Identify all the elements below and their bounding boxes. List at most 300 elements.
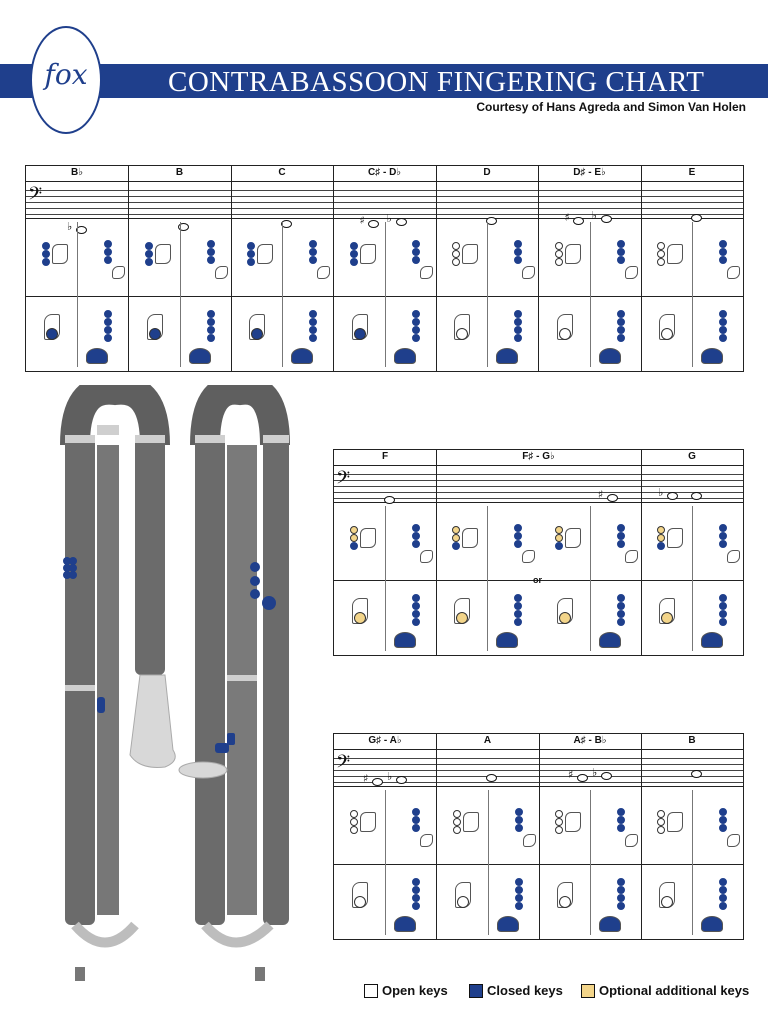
hand-divider — [487, 506, 488, 651]
note-name: C — [278, 167, 286, 178]
flat-icon: ♭ — [658, 486, 664, 499]
lower-lower-right-key — [719, 326, 727, 334]
lower-lower-left-key — [661, 612, 673, 624]
upper-right-hand-key — [617, 824, 625, 832]
column-divider — [128, 166, 129, 371]
lower-lower-right-key — [515, 902, 523, 910]
upper-thumb-key-outline — [625, 834, 638, 847]
lower-lower-right-key — [207, 326, 215, 334]
notehead — [396, 218, 407, 226]
lower-lower-right-key — [412, 618, 420, 626]
staff-line — [26, 202, 743, 203]
upper-right-hand-key — [207, 256, 215, 264]
upper-right-hand-key — [514, 532, 522, 540]
upper-right-hand-key — [719, 532, 727, 540]
upper-left-hand-key — [657, 250, 665, 258]
flat-icon: ♭ — [387, 770, 393, 783]
lower-lower-left-key — [46, 328, 58, 340]
optional-key-swatch — [581, 984, 595, 998]
upper-left-hand-key — [452, 526, 460, 534]
upper-side-key-outline — [360, 244, 376, 264]
upper-right-hand-key — [617, 532, 625, 540]
lower-lower-right-key — [617, 318, 625, 326]
upper-thumb-key-outline — [522, 266, 535, 279]
upper-left-hand-key — [555, 250, 563, 258]
column-divider — [641, 734, 642, 939]
note-name: F — [381, 451, 389, 462]
notehead — [384, 496, 395, 504]
upper-thumb-key-outline — [420, 550, 433, 563]
lower-lower-right-key — [719, 878, 727, 886]
upper-thumb-key-outline — [522, 550, 535, 563]
hand-divider — [692, 506, 693, 651]
upper-side-key-outline — [462, 528, 478, 548]
upper-left-hand-key — [453, 810, 461, 818]
upper-left-hand-key — [350, 810, 358, 818]
upper-left-hand-key — [657, 826, 665, 834]
lower-lower-right-key — [719, 602, 727, 610]
upper-left-hand-key — [555, 242, 563, 250]
lower-lower-right-key — [412, 878, 420, 886]
upper-thumb-key-outline — [420, 834, 433, 847]
hand-divider — [282, 222, 283, 367]
hand-divider — [692, 222, 693, 367]
column-divider — [641, 450, 642, 655]
upper-left-hand-key — [657, 242, 665, 250]
note-name: F♯ - G♭ — [522, 451, 555, 462]
hand-divider — [488, 790, 489, 935]
lower-pinky-key-outline — [701, 916, 723, 932]
hand-divider — [692, 790, 693, 935]
lower-pinky-key-outline — [291, 348, 313, 364]
sharp-icon: ♯ — [564, 211, 570, 224]
upper-right-hand-key — [412, 240, 420, 248]
staff-line — [334, 480, 743, 481]
fox-logo — [30, 26, 102, 134]
notehead — [691, 770, 702, 778]
lower-lower-right-key — [617, 310, 625, 318]
upper-left-hand-key — [42, 242, 50, 250]
lower-lower-left-key — [661, 896, 673, 908]
fingering-chart-3 — [333, 733, 744, 940]
lower-pinky-key-outline — [496, 348, 518, 364]
legend-optional-label: Optional additional keys — [599, 983, 750, 998]
upper-right-hand-key — [514, 256, 522, 264]
lower-lower-right-key — [412, 886, 420, 894]
upper-thumb-key-outline — [215, 266, 228, 279]
lower-lower-left-key — [354, 612, 366, 624]
lower-lower-right-key — [309, 326, 317, 334]
lower-lower-right-key — [514, 326, 522, 334]
flat-icon: ♭ — [591, 209, 597, 222]
upper-left-hand-key — [350, 542, 358, 550]
upper-left-hand-key — [452, 258, 460, 266]
upper-side-key-outline — [565, 528, 581, 548]
lower-lower-right-key — [207, 318, 215, 326]
bass-clef-icon: 𝄢 — [336, 752, 351, 777]
column-divider — [436, 166, 437, 371]
column-divider — [333, 166, 334, 371]
flat-icon: ♭ — [592, 766, 598, 779]
upper-right-hand-key — [515, 824, 523, 832]
upper-left-hand-key — [657, 258, 665, 266]
lower-lower-right-key — [514, 602, 522, 610]
upper-left-hand-key — [247, 258, 255, 266]
lower-lower-right-key — [515, 878, 523, 886]
closed-key-swatch — [469, 984, 483, 998]
instrument-left-view — [63, 390, 175, 981]
notehead — [601, 215, 612, 223]
sharp-icon: ♯ — [597, 488, 604, 501]
upper-left-hand-key — [555, 542, 563, 550]
legend-closed — [469, 983, 563, 998]
lower-lower-right-key — [617, 894, 625, 902]
lower-lower-right-key — [719, 894, 727, 902]
column-divider — [539, 734, 540, 939]
lower-lower-right-key — [412, 326, 420, 334]
upper-right-hand-key — [207, 240, 215, 248]
lower-lower-right-key — [719, 610, 727, 618]
upper-right-hand-key — [104, 248, 112, 256]
upper-thumb-key-outline — [727, 266, 740, 279]
legend-open-label: Open keys — [382, 983, 448, 998]
column-divider — [538, 166, 539, 371]
upper-side-key-outline — [667, 528, 683, 548]
upper-right-hand-key — [719, 248, 727, 256]
hand-divider — [487, 222, 488, 367]
note-name: G♯ - A♭ — [368, 735, 402, 746]
upper-left-hand-key — [657, 534, 665, 542]
lower-lower-right-key — [514, 318, 522, 326]
lower-lower-right-key — [309, 310, 317, 318]
lower-lower-right-key — [719, 902, 727, 910]
upper-side-key-outline — [360, 528, 376, 548]
note-name: B — [175, 167, 184, 178]
upper-left-hand-key — [555, 534, 563, 542]
sharp-icon: ♯ — [363, 772, 369, 785]
upper-right-hand-key — [309, 256, 317, 264]
fingering-chart-1 — [25, 165, 744, 372]
note-name: A♯ - B♭ — [573, 735, 607, 746]
upper-left-hand-key — [657, 526, 665, 534]
lower-pinky-key-outline — [189, 348, 211, 364]
lower-lower-right-key — [515, 886, 523, 894]
staff-line — [334, 486, 743, 487]
lower-lower-right-key — [412, 594, 420, 602]
upper-left-hand-key — [555, 818, 563, 826]
lower-pinky-key-outline — [701, 632, 723, 648]
upper-right-hand-key — [412, 540, 420, 548]
upper-right-hand-key — [617, 816, 625, 824]
hand-divider — [590, 790, 591, 935]
lower-lower-right-key — [309, 318, 317, 326]
lower-lower-right-key — [412, 894, 420, 902]
upper-right-hand-key — [514, 240, 522, 248]
lower-lower-right-key — [617, 610, 625, 618]
lower-lower-right-key — [514, 334, 522, 342]
lower-lower-right-key — [514, 310, 522, 318]
upper-right-hand-key — [617, 256, 625, 264]
upper-side-key-outline — [667, 812, 683, 832]
upper-right-hand-key — [412, 256, 420, 264]
bass-clef-icon: 𝄢 — [336, 468, 351, 493]
hand-divider — [590, 222, 591, 367]
upper-right-hand-key — [515, 816, 523, 824]
staff-line — [334, 474, 743, 475]
credit-line: Courtesy of Hans Agreda and Simon Van Holen — [476, 100, 746, 114]
lower-lower-right-key — [514, 610, 522, 618]
upper-left-hand-key — [145, 242, 153, 250]
lower-pinky-key-outline — [394, 348, 416, 364]
hand-divider — [77, 222, 78, 367]
upper-side-key-outline — [565, 244, 581, 264]
upper-left-hand-key — [657, 542, 665, 550]
upper-right-hand-key — [514, 524, 522, 532]
upper-left-hand-key — [452, 250, 460, 258]
lower-lower-right-key — [617, 902, 625, 910]
upper-thumb-key-outline — [625, 266, 638, 279]
lower-lower-right-key — [104, 326, 112, 334]
upper-thumb-key-outline — [625, 550, 638, 563]
upper-right-hand-key — [617, 540, 625, 548]
upper-left-hand-key — [453, 818, 461, 826]
upper-left-hand-key — [247, 242, 255, 250]
lower-lower-right-key — [617, 602, 625, 610]
upper-left-hand-key — [350, 250, 358, 258]
upper-right-hand-key — [617, 248, 625, 256]
logo-text: fox — [44, 58, 88, 91]
lower-lower-right-key — [719, 334, 727, 342]
upper-left-hand-key — [555, 810, 563, 818]
legend-open — [364, 983, 448, 998]
column-divider — [436, 734, 437, 939]
upper-right-hand-key — [309, 248, 317, 256]
lower-lower-right-key — [514, 594, 522, 602]
legend-optional — [581, 983, 749, 998]
upper-left-hand-key — [350, 818, 358, 826]
hand-divider — [180, 222, 181, 367]
lower-lower-right-key — [309, 334, 317, 342]
upper-right-hand-key — [207, 248, 215, 256]
upper-right-hand-key — [719, 540, 727, 548]
lower-lower-left-key — [251, 328, 263, 340]
lower-lower-right-key — [617, 878, 625, 886]
upper-right-hand-key — [412, 532, 420, 540]
lower-lower-left-key — [559, 612, 571, 624]
note-name: C♯ - D♭ — [367, 167, 402, 178]
staff-line — [26, 208, 743, 209]
notehead — [607, 494, 618, 502]
lower-lower-right-key — [412, 318, 420, 326]
lower-lower-right-key — [412, 334, 420, 342]
upper-right-hand-key — [617, 808, 625, 816]
lower-lower-right-key — [719, 310, 727, 318]
hand-divider — [590, 506, 591, 651]
lower-pinky-key-outline — [496, 632, 518, 648]
lower-pinky-key-outline — [599, 348, 621, 364]
lower-lower-right-key — [207, 334, 215, 342]
notehead — [691, 492, 702, 500]
lower-lower-right-key — [719, 886, 727, 894]
staff-line — [26, 190, 743, 191]
lower-pinky-key-outline — [394, 916, 416, 932]
upper-right-hand-key — [719, 824, 727, 832]
upper-right-hand-key — [412, 524, 420, 532]
upper-left-hand-key — [657, 810, 665, 818]
upper-left-hand-key — [453, 826, 461, 834]
lower-pinky-key-outline — [701, 348, 723, 364]
upper-left-hand-key — [247, 250, 255, 258]
notehead — [577, 774, 588, 782]
lower-lower-left-key — [149, 328, 161, 340]
column-divider — [231, 166, 232, 371]
notehead — [368, 220, 379, 228]
notehead — [691, 214, 702, 222]
flat-icon: ♭ — [67, 220, 73, 233]
upper-thumb-key-outline — [317, 266, 330, 279]
lower-lower-left-key — [456, 328, 468, 340]
lower-lower-right-key — [719, 618, 727, 626]
lower-lower-left-key — [354, 328, 366, 340]
upper-left-hand-key — [657, 818, 665, 826]
upper-side-key-outline — [463, 812, 479, 832]
upper-right-hand-key — [719, 816, 727, 824]
upper-left-hand-key — [350, 826, 358, 834]
note-name: D — [483, 167, 491, 178]
upper-right-hand-key — [104, 240, 112, 248]
lower-lower-right-key — [617, 618, 625, 626]
lower-lower-right-key — [617, 886, 625, 894]
upper-right-hand-key — [617, 240, 625, 248]
bass-clef-icon: 𝄢 — [28, 184, 43, 209]
notehead — [372, 778, 383, 786]
staff-line — [26, 196, 743, 197]
upper-side-key-outline — [462, 244, 478, 264]
upper-right-hand-key — [309, 240, 317, 248]
upper-thumb-key-outline — [523, 834, 536, 847]
upper-thumb-key-outline — [112, 266, 125, 279]
staff-line — [334, 492, 743, 493]
staff-line — [26, 214, 743, 215]
lower-pinky-key-outline — [394, 632, 416, 648]
legend-closed-label: Closed keys — [487, 983, 563, 998]
upper-left-hand-key — [555, 526, 563, 534]
upper-left-hand-key — [350, 526, 358, 534]
lower-lower-left-key — [559, 896, 571, 908]
lower-lower-left-key — [354, 896, 366, 908]
lower-lower-right-key — [104, 334, 112, 342]
upper-side-key-outline — [565, 812, 581, 832]
upper-left-hand-key — [555, 258, 563, 266]
upper-side-key-outline — [155, 244, 171, 264]
lower-lower-right-key — [719, 318, 727, 326]
upper-right-hand-key — [719, 256, 727, 264]
lower-lower-right-key — [617, 594, 625, 602]
note-name: B♭ — [71, 167, 83, 178]
notehead — [486, 774, 497, 782]
upper-right-hand-key — [719, 524, 727, 532]
fingering-chart-2 — [333, 449, 744, 656]
upper-thumb-key-outline — [727, 550, 740, 563]
page-title: CONTRABASSOON FINGERING CHART — [168, 66, 705, 98]
alternate-or-label: or — [533, 575, 542, 585]
upper-left-hand-key — [145, 258, 153, 266]
upper-left-hand-key — [145, 250, 153, 258]
note-name: E — [688, 167, 696, 178]
upper-left-hand-key — [452, 534, 460, 542]
lower-lower-right-key — [617, 326, 625, 334]
sharp-icon: ♯ — [359, 214, 365, 227]
upper-left-hand-key — [452, 542, 460, 550]
lower-pinky-key-outline — [86, 348, 108, 364]
lower-lower-right-key — [104, 310, 112, 318]
note-name: B — [688, 735, 696, 746]
upper-right-hand-key — [719, 808, 727, 816]
upper-left-hand-key — [350, 242, 358, 250]
lower-lower-left-key — [661, 328, 673, 340]
upper-left-hand-key — [452, 242, 460, 250]
staff-line — [334, 498, 743, 499]
lower-lower-left-key — [559, 328, 571, 340]
upper-left-hand-key — [42, 258, 50, 266]
lower-lower-right-key — [412, 902, 420, 910]
upper-left-hand-key — [42, 250, 50, 258]
lower-lower-left-key — [457, 896, 469, 908]
note-name: D♯ - E♭ — [573, 167, 606, 178]
lower-lower-right-key — [207, 310, 215, 318]
upper-right-hand-key — [412, 248, 420, 256]
lower-lower-right-key — [412, 610, 420, 618]
lower-lower-right-key — [515, 894, 523, 902]
lower-lower-right-key — [104, 318, 112, 326]
upper-right-hand-key — [514, 248, 522, 256]
column-divider — [641, 166, 642, 371]
instrument-right-view — [179, 390, 289, 981]
upper-thumb-key-outline — [727, 834, 740, 847]
upper-right-hand-key — [515, 808, 523, 816]
upper-right-hand-key — [412, 808, 420, 816]
lower-pinky-key-outline — [599, 916, 621, 932]
sharp-icon: ♯ — [568, 768, 574, 781]
lower-pinky-key-outline — [497, 916, 519, 932]
notehead — [573, 217, 584, 225]
lower-lower-right-key — [719, 594, 727, 602]
lower-lower-right-key — [514, 618, 522, 626]
upper-thumb-key-outline — [420, 266, 433, 279]
contrabassoon-illustration — [55, 385, 300, 985]
column-divider — [436, 450, 437, 655]
upper-side-key-outline — [257, 244, 273, 264]
upper-right-hand-key — [719, 240, 727, 248]
upper-side-key-outline — [667, 244, 683, 264]
upper-right-hand-key — [412, 816, 420, 824]
upper-right-hand-key — [617, 524, 625, 532]
notehead — [396, 776, 407, 784]
upper-right-hand-key — [104, 256, 112, 264]
open-key-swatch — [364, 984, 378, 998]
upper-left-hand-key — [350, 258, 358, 266]
upper-side-key-outline — [360, 812, 376, 832]
flat-icon: ♭ — [386, 212, 392, 225]
note-name: A — [483, 735, 492, 746]
hand-divider — [385, 222, 386, 367]
notehead — [601, 772, 612, 780]
lower-lower-right-key — [412, 602, 420, 610]
lower-lower-right-key — [412, 310, 420, 318]
lower-pinky-key-outline — [599, 632, 621, 648]
upper-right-hand-key — [514, 540, 522, 548]
upper-left-hand-key — [555, 826, 563, 834]
